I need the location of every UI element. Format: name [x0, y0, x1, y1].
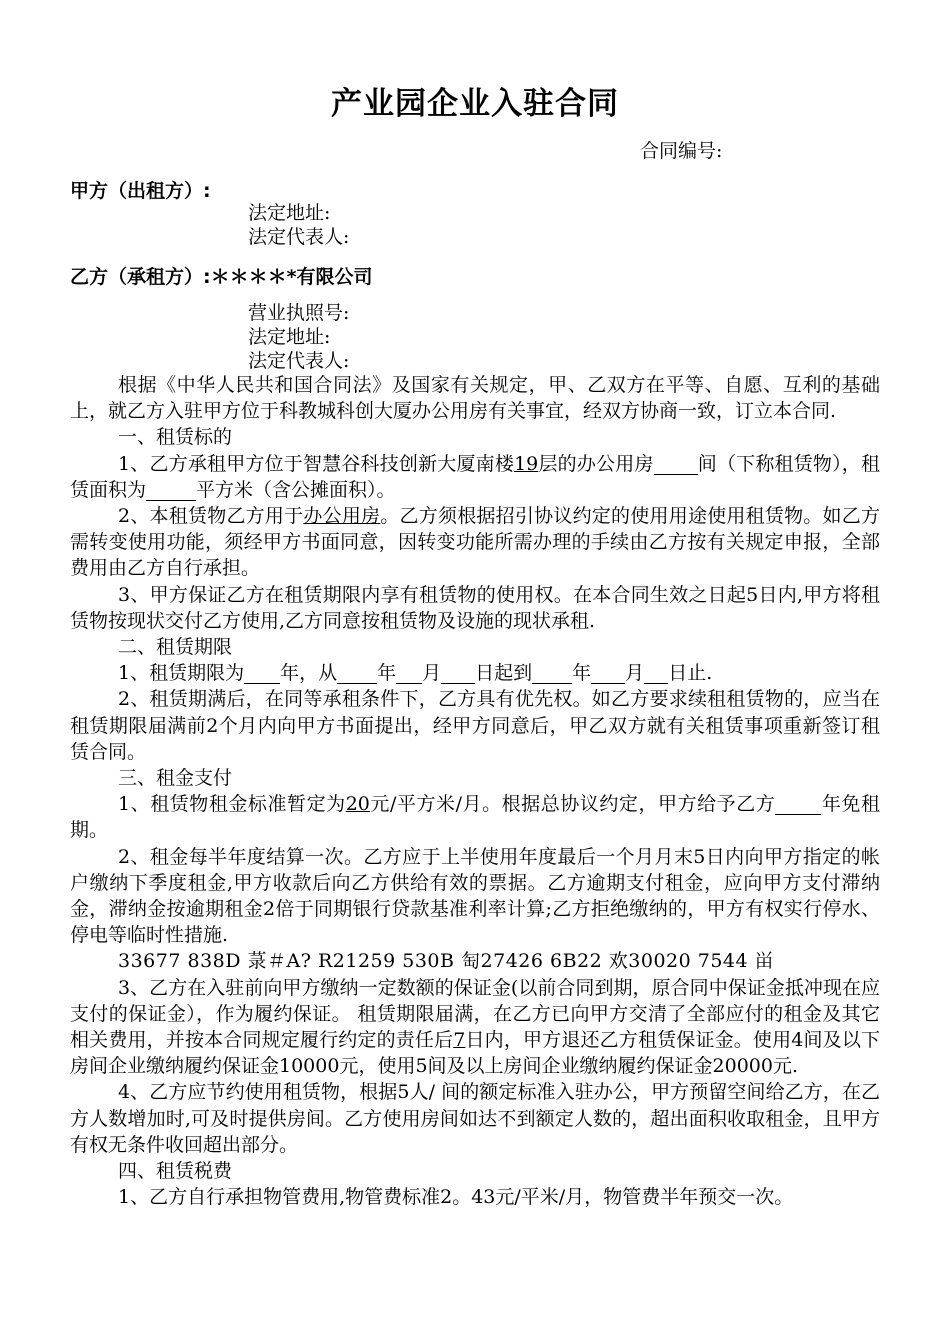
section-1-clause-3: 3、甲方保证乙方在租赁期限内享有租赁物的使用权。在本合同生效之日起5日内,甲方将租赁物按现状交付乙方使用,乙方同意按租赁物及设施的现状承租.	[70, 583, 880, 632]
section-1-heading: 一、租赁标的	[118, 426, 233, 449]
section-3-clause-3: 3、乙方在入驻前向甲方缴纳一定数额的保证金(以前合同到期，原合同中保证金抵冲现在应支付的保证金），作为履约保证。 租赁期限届满，在乙方已向甲方交清了全部应付的租金及其它相关费用，并按本合同规定履行约定的责任后7日内，甲方退还乙方租赁保证金。使用4间及以下房间企业缴纳履约保证金10000元，使用5间及以上房间企业缴纳履约保证金20000元.	[70, 976, 880, 1078]
intro-paragraph: 根据《中华人民共和国合同法》及国家有关规定，甲、乙双方在平等、自愿、互利的基础上，就乙方入驻甲方位于科教城科创大厦办公用房有关事宜，经双方协商一致，订立本合同.	[70, 374, 880, 423]
section-1-clause-1: 1、乙方承租甲方位于智慧谷科技创新大厦南楼19层的办公用房 间（下称租赁物），租赁面积为 平方米（含公摊面积）。	[70, 452, 880, 501]
area-blank	[146, 481, 196, 501]
section-2-clause-2: 2、租赁期满后，在同等承租条件下，乙方具有优先权。如乙方要求续租租赁物的，应当在租赁期限届满前2个月内向甲方书面提出，经甲方同意后，甲乙双方就有关租赁事项重新签订租赁合同。	[70, 688, 880, 763]
section-3-clause-2: 2、租金每半年度结算一次。乙方应于上半使用年度最后一个月月末5日内向甲方指定的帐户缴纳下季度租金,甲方收款后向乙方供给有效的票据。乙方逾期支付租金，应向甲方支付滞纳金，滞纳金按逾期租金2倍于同期银行贷款基准利率计算;乙方拒绝缴纳的，甲方有权实行停水、停电等临时性措施.	[70, 845, 880, 947]
section-2-heading: 二、租赁期限	[118, 636, 233, 659]
party-a-label: 甲方（出租方）:	[70, 180, 211, 202]
party-b-license-label: 营业执照号:	[248, 302, 350, 324]
party-a-representative-label: 法定代表人:	[248, 226, 350, 248]
party-b-address-label: 法定地址:	[248, 326, 331, 348]
section-3-clause-1: 1、租赁物租金标准暂定为20元/平方米/月。根据总协议约定，甲方给予乙方 年免租期。	[70, 793, 880, 842]
rent-free-years-blank	[775, 795, 821, 815]
floor-number: 19	[514, 452, 539, 475]
party-b-representative-label: 法定代表人:	[248, 350, 350, 372]
garbled-text-line: 33677 838D 菉＃A? R21259 530B 匋27426 6B22 欢30020 7544 畄	[118, 950, 775, 973]
section-3-heading: 三、租金支付	[118, 767, 233, 790]
section-1-clause-2: 2、本租赁物乙方用于办公用房。乙方须根据招引协议约定的使用用途使用租赁物。如乙方需转变使用功能，须经甲方书面同意，因转变功能所需办理的手续由乙方按有关规定申报，全部费用由乙方自行承担。	[70, 505, 880, 580]
usage-purpose: 办公用房	[303, 505, 381, 528]
contract-body	[70, 372, 880, 1211]
room-count-blank	[654, 455, 698, 475]
rent-rate: 20	[345, 793, 370, 816]
section-4-clause-1: 1、乙方自行承担物管费用,物管费标准2。43元/平米/月，物管费半年预交一次。	[118, 1186, 794, 1209]
document-title: 产业园企业入驻合同	[331, 86, 619, 122]
party-b-label: 乙方（承租方）:＊＊＊＊*有限公司	[70, 266, 373, 288]
party-a-address-label: 法定地址:	[248, 202, 331, 224]
section-2-clause-1: 1、租赁期限为 年，从 年 月 日起到 年 月 日止.	[118, 662, 713, 685]
section-3-clause-4: 4、乙方应节约使用租赁物，根据5人/ 间的额定标准入驻办公，甲方预留空间给乙方，在乙方人数增加时,可及时提供房间。乙方使用房间如达不到额定人数的，超出面积收取租金，且甲方有权无条件收回超出部分。	[70, 1081, 880, 1156]
contract-number-label: 合同编号:	[640, 140, 723, 162]
refund-days: 7	[453, 1029, 466, 1052]
section-4-heading: 四、租赁税费	[118, 1160, 233, 1183]
